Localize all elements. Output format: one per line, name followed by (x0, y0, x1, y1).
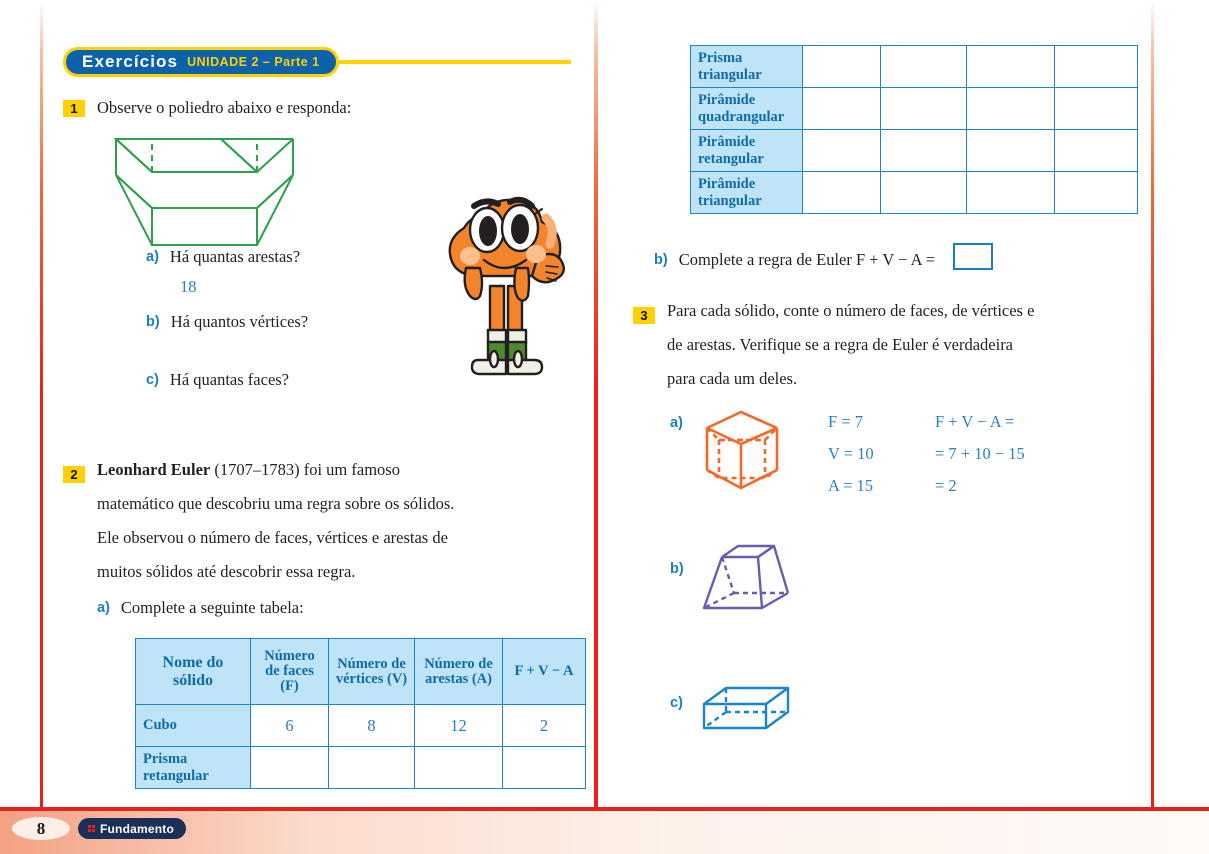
table-row-prisma-retangular (136, 747, 586, 789)
item-letter-c: c) (146, 372, 159, 388)
cell-arestas[interactable]: 12 (415, 705, 503, 747)
cell-sum[interactable] (1055, 46, 1138, 88)
exercise-1-item-c (146, 363, 289, 397)
euler-table-part-2 (690, 45, 1138, 214)
item-letter-a: a) (97, 600, 110, 616)
cell-sum[interactable] (1055, 172, 1138, 214)
euler-rule-answer-box[interactable] (953, 243, 993, 270)
exercise-1-item-a (146, 240, 300, 274)
section-title: Exercícios (82, 52, 179, 71)
section-header (63, 47, 571, 77)
cell-vertices[interactable] (881, 46, 967, 88)
euler-dates: (1707–1783) foi um famoso (210, 460, 400, 479)
row-name: Pirâmide triangular (691, 172, 803, 214)
exercise-number-badge: 2 (63, 466, 85, 483)
exercise-1-item-a-answer: 18 (180, 277, 197, 296)
cell-arestas[interactable] (415, 747, 503, 789)
table-row-cubo (136, 705, 586, 747)
logo-dots-icon (88, 825, 95, 832)
pentagonal-prism-figure (697, 408, 793, 501)
euler-table-continuation (690, 45, 1138, 214)
exercise-3-item-c-letter: c) (670, 695, 683, 711)
cell-arestas[interactable] (967, 130, 1055, 172)
page-number: 8 (36, 818, 46, 838)
cell-vertices[interactable] (881, 172, 967, 214)
exercise-2a-question: Complete a seguinte tabela: (120, 598, 304, 617)
table-row-piramide-triangular (691, 172, 1138, 214)
cell-faces[interactable] (803, 88, 881, 130)
exercise-3-line2: de arestas. Verifique se a regra de Euler é verdadeira (667, 335, 1014, 354)
value-v: V = 10 (828, 444, 874, 463)
exercise-1-prompt: Observe o poliedro abaixo e responda: (97, 98, 352, 117)
table-header-row (136, 639, 586, 705)
header-numero-de-faces: Número de faces (F) (251, 639, 329, 705)
header-numero-de-vertices: Número de vértices (V) (329, 639, 415, 705)
cell-arestas[interactable] (967, 88, 1055, 130)
exercise-2-item-b (654, 243, 993, 277)
exercise-3-line3: para cada um deles. (667, 369, 798, 388)
exercise-1-item-b (146, 305, 308, 339)
cell-faces[interactable] (803, 46, 881, 88)
section-subtitle: UNIDADE 2 – Parte 1 (187, 55, 320, 69)
cell-sum[interactable] (1055, 88, 1138, 130)
row-name: Pirâmide quadrangular (691, 88, 803, 130)
value-f: F = 7 (828, 412, 863, 431)
exercise-3-line1: Para cada sólido, conte o número de faces, de vértices e (667, 301, 1035, 320)
row-name: Pirâmide retangular (691, 130, 803, 172)
cell-faces[interactable] (803, 130, 881, 172)
exercise-2-line2: matemático que descobriu uma regra sobre os sólidos. (97, 494, 455, 513)
euler-name: Leonhard Euler (97, 460, 211, 479)
publisher-logo (78, 818, 186, 839)
section-header-pill (63, 47, 339, 77)
hexagonal-prism-figure (108, 128, 318, 255)
cell-faces[interactable] (251, 747, 329, 789)
section-header-line (333, 60, 571, 64)
exercise-3-item-a-letter: a) (670, 415, 683, 431)
exercise-1 (63, 96, 351, 120)
row-name: Prisma triangular (691, 46, 803, 88)
cell-vertices[interactable]: 8 (329, 705, 415, 747)
header-f-v-a: F + V − A (503, 639, 586, 705)
cell-sum[interactable] (503, 747, 586, 789)
cell-arestas[interactable] (967, 172, 1055, 214)
exercise-3 (633, 303, 1137, 396)
exercise-2-line4: muitos sólidos até descobrir essa regra. (97, 562, 356, 581)
item-c-question: Há quantas faces? (169, 370, 290, 389)
right-margin-rule (1151, 0, 1154, 854)
exercise-number-badge: 3 (633, 307, 655, 324)
left-margin-rule (40, 0, 43, 854)
work-line-3: = 2 (935, 476, 957, 495)
item-letter-b: b) (654, 252, 668, 268)
work-line-2: = 7 + 10 − 15 (935, 444, 1025, 463)
item-a-question: Há quantas arestas? (169, 247, 301, 266)
euler-table-part-1 (135, 638, 586, 789)
cell-faces[interactable]: 6 (251, 705, 329, 747)
header-nome-do-solido: Nome do sólido (136, 639, 251, 705)
item-letter-a: a) (146, 249, 159, 265)
row-name: Cubo (136, 705, 251, 747)
exercise-2 (63, 462, 565, 625)
cell-vertices[interactable] (881, 130, 967, 172)
column-divider-rule (594, 0, 598, 854)
item-b-question: Há quantos vértices? (170, 312, 309, 331)
exercise-3-item-b-letter: b) (670, 561, 684, 577)
publisher-name: Fundamento (100, 821, 174, 836)
cell-sum[interactable] (1055, 130, 1138, 172)
exercise-2b-question: Complete a regra de Euler F + V − A = (678, 250, 936, 269)
row-name: Prisma retangular (136, 747, 251, 789)
header-numero-de-arestas: Número de arestas (A) (415, 639, 503, 705)
cell-faces[interactable] (803, 172, 881, 214)
euler-table (135, 638, 586, 789)
exercise-2-line3: Ele observou o número de faces, vértices e arestas de (97, 528, 448, 547)
exercise-3a-values (828, 406, 874, 502)
cell-vertices[interactable] (881, 88, 967, 130)
table-row-piramide-quadrangular (691, 88, 1138, 130)
exercise-3a-work (935, 406, 1025, 502)
page-footer (0, 807, 1209, 854)
value-a: A = 15 (828, 476, 874, 495)
exercise-number-badge: 1 (63, 100, 85, 117)
box-figure (700, 682, 796, 743)
cell-sum[interactable]: 2 (503, 705, 586, 747)
footer-rule-cap (0, 807, 40, 811)
table-row-prisma-triangular (691, 46, 1138, 88)
frustum-figure (700, 540, 800, 625)
cell-arestas[interactable] (967, 46, 1055, 88)
orange-cartoon-character (434, 184, 584, 389)
work-line-1: F + V − A = (935, 412, 1015, 431)
item-letter-b: b) (146, 314, 160, 330)
cell-vertices[interactable] (329, 747, 415, 789)
table-row-piramide-retangular (691, 130, 1138, 172)
